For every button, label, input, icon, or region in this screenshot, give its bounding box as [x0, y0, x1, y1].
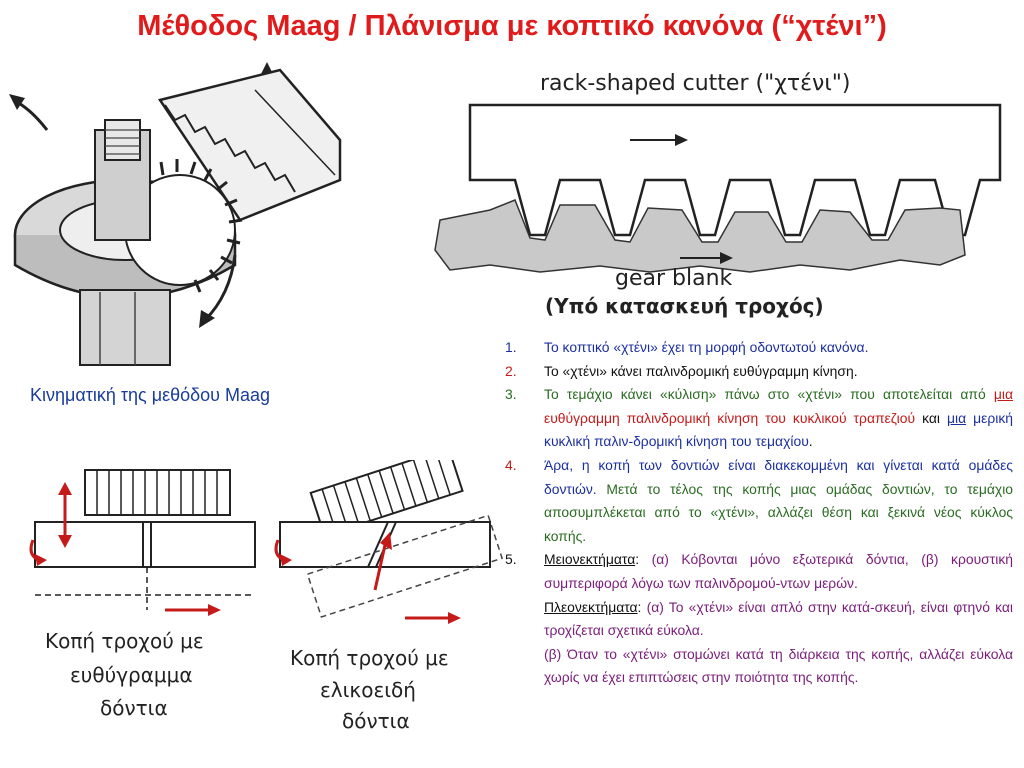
- gear-blank-label: gear blank: [615, 266, 733, 291]
- helical-label-1: Κοπή τροχού με: [290, 646, 449, 670]
- maag-kinematics-figure: [5, 60, 360, 370]
- helical-cutting-figure: [270, 460, 505, 750]
- slide-title: Μέθοδος Maag / Πλάνισμα με κοπτικό κανόνα (“χτένι”): [137, 10, 887, 42]
- list-item-text: Το τεμάχιο κάνει «κύλιση» πάνω στο «χτένι» που αποτελείται από: [544, 386, 986, 403]
- method-notes-list: [505, 336, 1013, 690]
- list-item-text: .: [808, 433, 813, 450]
- list-item-text: (α) Το «χτένι» είναι απλό στην κατά-σκευή, είναι φτηνό και τροχίζεται σχετικά εύκολα.: [544, 598, 1013, 639]
- list-item-text: Το «χτένι» κάνει παλινδρομική ευθύγραμμη κίνηση.: [544, 362, 858, 379]
- figure-caption: Κινηματική της μεθόδου Maag: [30, 385, 271, 405]
- list-item-subblock: [544, 596, 1013, 643]
- list-item-text: ευθύγραμμη παλινδρομική κίνηση του κυκλικού τραπεζιού: [544, 409, 916, 426]
- list-item-text: μερική κυκλική παλιν-δρομική κίνηση του τεμαχίου: [544, 409, 1014, 450]
- list-item: [505, 548, 1013, 690]
- list-item-text: :: [635, 551, 640, 568]
- list-item-text: Άρα, η κοπή των δοντιών είναι διακεκομμένη και γίνεται κατά ομάδες δοντιών.: [544, 456, 1013, 497]
- spur-cutting-figure: [25, 460, 260, 750]
- list-item-text: (β) Όταν το «χτένι» στομώνει κατά τη διάρκεια της κοπής, αλλάζει εύκολα χωρίς να έχει επιπτώσεις στην ποιότητα της κοπής.: [544, 645, 1013, 686]
- helical-label-2: ελικοειδή: [320, 678, 416, 702]
- list-number: 3.: [505, 386, 517, 403]
- list-number: 5.: [505, 551, 517, 568]
- gear-blank-sublabel: (Υπό κατασκευή τροχός): [545, 294, 824, 318]
- list-number: 1.: [505, 339, 517, 355]
- list-item-text: :: [637, 598, 642, 615]
- list-item: [505, 454, 1013, 548]
- list-item-emphasis: μια: [947, 409, 967, 426]
- list-number: 2.: [505, 362, 517, 379]
- list-item: [505, 336, 1013, 360]
- rack-cutter-figure: [420, 60, 1010, 325]
- rack-cutter-label: rack-shaped cutter ("χτένι"): [540, 71, 851, 96]
- list-item-text: Το κοπτικό «χτένι» έχει τη μορφή οδοντωτού κανόνα.: [544, 339, 869, 355]
- list-item-heading: Μειονεκτήματα: [544, 551, 636, 568]
- helical-label-3: δόντια: [342, 709, 410, 733]
- list-item: [505, 360, 1013, 384]
- spur-label-2: ευθύγραμμα: [70, 663, 193, 687]
- list-item-text: και: [922, 409, 940, 426]
- list-item-emphasis: μια: [993, 386, 1014, 403]
- list-item: [505, 383, 1013, 454]
- list-item-text: Μετά το τέλος της κοπής μιας ομάδας δοντιών, το τεμάχιο αποσυμπλέκεται από το «χτένι», αλλάζει θέση και ξεκινά νέος κύκλος κοπής.: [544, 480, 1014, 544]
- spur-label-3: δόντια: [100, 696, 168, 720]
- list-item-heading: Πλεονεκτήματα: [544, 598, 638, 615]
- list-item-text: (α) Κόβονται μόνο εξωτερικά δόντια, (β) κρουστική συμπεριφορά λόγω των παλινδρομού-ντων μερών.: [544, 551, 1013, 591]
- spur-label-1: Κοπή τροχού με: [45, 629, 204, 653]
- list-number: 4.: [505, 456, 517, 473]
